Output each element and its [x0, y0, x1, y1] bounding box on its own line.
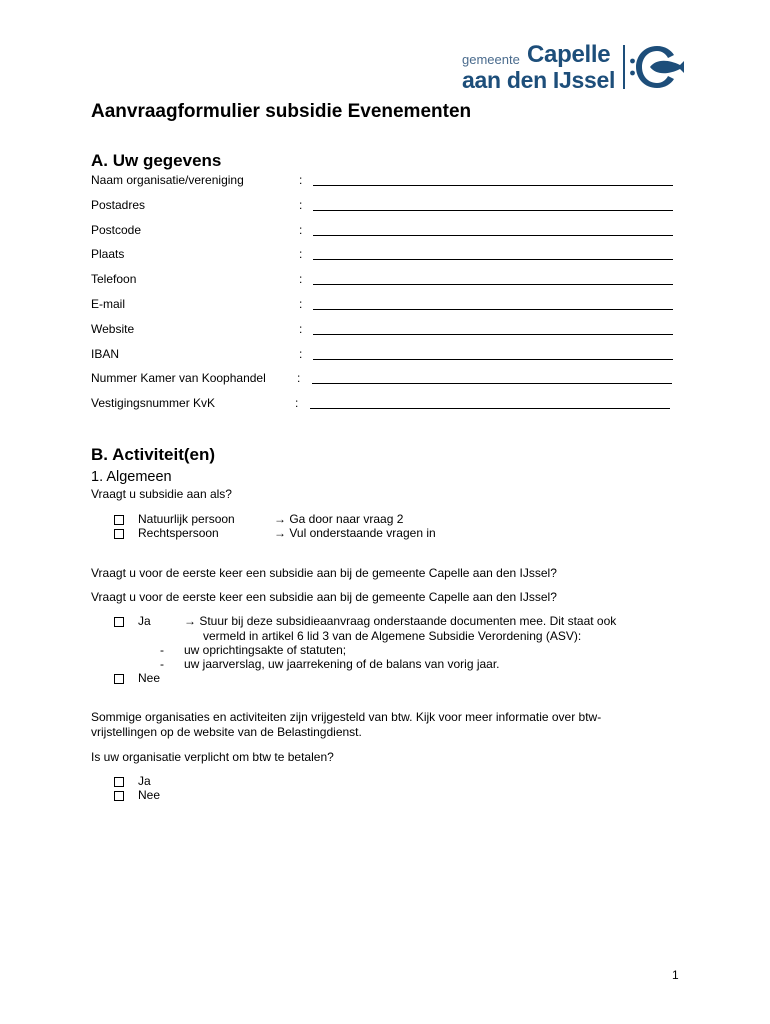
checkbox-rechtspersoon[interactable]: [114, 529, 124, 539]
page-number: 1: [672, 968, 679, 982]
field-label-kvk-nummer: Nummer Kamer van Koophandel: [91, 371, 266, 385]
field-label-website: Website: [91, 322, 135, 336]
question-eerste-keer-1: Vraagt u voor de eerste keer een subsidie aan bij de gemeente Capelle aan den IJssel?: [91, 566, 557, 580]
instruction-documenten-line2: vermeld in artikel 6 lid 3 van de Algemene Subsidie Verordening (ASV):: [203, 629, 582, 643]
field-colon: :: [299, 247, 303, 261]
field-label-email: E-mail: [91, 297, 126, 311]
option-rechtspersoon-note: → Vul onderstaande vragen in: [274, 526, 436, 540]
field-colon: :: [295, 396, 299, 410]
option-btw-nee: Nee: [138, 788, 161, 802]
option-nee: Nee: [138, 671, 161, 685]
instruction-documenten-line1: → Stuur bij deze subsidieaanvraag onderstaande documenten mee. Dit staat ook: [184, 614, 617, 628]
fish-emblem-icon: [630, 42, 684, 92]
logo-divider: [623, 45, 625, 89]
document-title: Aanvraagformulier subsidie Evenementen: [91, 101, 472, 122]
field-line-iban[interactable]: [313, 359, 673, 360]
question-eerste-keer-2: Vraagt u voor de eerste keer een subsidie aan bij de gemeente Capelle aan den IJssel?: [91, 590, 557, 604]
field-colon: :: [299, 173, 303, 187]
field-label-postcode: Postcode: [91, 223, 142, 237]
checkbox-btw-nee[interactable]: [114, 791, 124, 801]
field-colon: :: [299, 347, 303, 361]
field-line-vestigingsnummer[interactable]: [310, 408, 670, 409]
field-line-postadres[interactable]: [313, 210, 673, 211]
checkbox-eerste-keer-nee[interactable]: [114, 674, 124, 684]
field-colon: :: [299, 322, 303, 336]
bullet-mark: -: [160, 643, 164, 657]
bullet-mark: -: [160, 657, 164, 671]
option-ja: Ja: [138, 614, 151, 628]
field-colon: :: [299, 272, 303, 286]
bullet-jaarverslag: uw jaarverslag, uw jaarrekening of de balans van vorig jaar.: [184, 657, 500, 671]
logo-text-capelle: Capelle: [527, 41, 611, 68]
question-btw-verplicht: Is uw organisatie verplicht om btw te betalen?: [91, 750, 334, 764]
option-btw-ja: Ja: [138, 774, 151, 788]
btw-info-line1: Sommige organisaties en activiteiten zijn vrijgesteld van btw. Kijk voor meer informatie over btw-: [91, 710, 602, 724]
bullet-oprichtingsakte: uw oprichtingsakte of statuten;: [184, 643, 347, 657]
field-colon: :: [299, 297, 303, 311]
section-a-heading: A. Uw gegevens: [91, 151, 222, 170]
field-colon: :: [299, 198, 303, 212]
option-natuurlijk-persoon-note: → Ga door naar vraag 2: [274, 512, 404, 526]
field-line-plaats[interactable]: [313, 259, 673, 260]
checkbox-natuurlijk-persoon[interactable]: [114, 515, 124, 525]
field-label-vestigingsnummer: Vestigingsnummer KvK: [91, 396, 216, 410]
field-label-iban: IBAN: [91, 347, 120, 361]
field-line-email[interactable]: [313, 309, 673, 310]
field-line-website[interactable]: [313, 334, 673, 335]
field-line-telefoon[interactable]: [313, 284, 673, 285]
checkbox-eerste-keer-ja[interactable]: [114, 617, 124, 627]
option-rechtspersoon: Rechtspersoon: [138, 526, 219, 540]
field-line-kvk-nummer[interactable]: [312, 383, 672, 384]
option-natuurlijk-persoon: Natuurlijk persoon: [138, 512, 235, 526]
field-label-plaats: Plaats: [91, 247, 125, 261]
subsection-algemeen: 1. Algemeen: [91, 469, 172, 485]
field-label-naam: Naam organisatie/vereniging: [91, 173, 244, 187]
field-colon: :: [297, 371, 301, 385]
municipality-logo: [462, 40, 684, 96]
field-line-postcode[interactable]: [313, 235, 673, 236]
checkbox-btw-ja[interactable]: [114, 777, 124, 787]
field-label-postadres: Postadres: [91, 198, 146, 212]
logo-text-aan-den-ijssel: aan den IJssel: [462, 67, 616, 93]
field-colon: :: [299, 223, 303, 237]
logo-text-gemeente: gemeente: [462, 52, 520, 67]
section-b-heading: B. Activiteit(en): [91, 445, 216, 464]
question-subsidie-als: Vraagt u subsidie aan als?: [91, 487, 232, 501]
field-label-telefoon: Telefoon: [91, 272, 137, 286]
btw-info-line2: vrijstellingen op de website van de Belastingdienst.: [91, 725, 362, 739]
field-line-naam[interactable]: [313, 185, 673, 186]
